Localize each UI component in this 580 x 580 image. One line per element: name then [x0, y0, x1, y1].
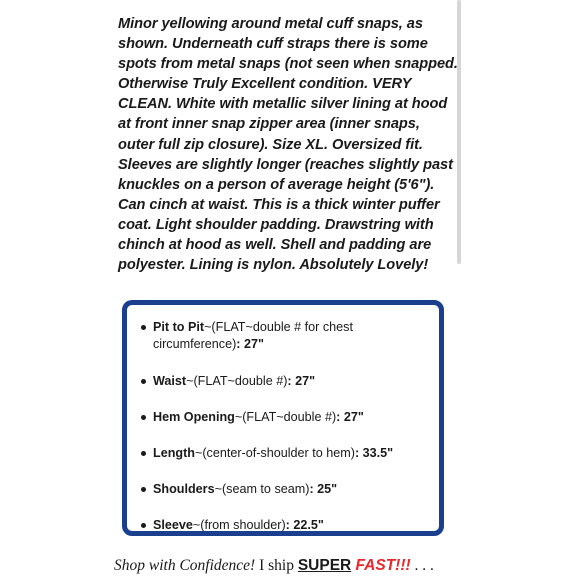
measurement-name: Hem Opening: [153, 410, 235, 424]
measurement-hem-opening: [141, 409, 431, 426]
bullet-icon: [141, 415, 146, 420]
measurement-value: : 27": [287, 374, 316, 388]
measurement-detail: ~(FLAT~double #): [234, 410, 337, 424]
bullet-icon: [141, 487, 146, 492]
bullet-icon: [141, 325, 146, 330]
measurement-sleeve: [141, 517, 431, 534]
ellipsis-text: . . .: [410, 557, 434, 574]
measurement-detail: ~(from shoulder): [192, 518, 286, 532]
super-text: SUPER: [297, 557, 352, 574]
shipping-tagline: [114, 557, 434, 575]
measurement-detail: ~(seam to seam): [214, 482, 310, 496]
ship-text: I ship: [255, 557, 298, 574]
measurement-waist: [141, 373, 431, 390]
measurement-detail: ~(center-of-shoulder to hem): [194, 446, 355, 460]
confidence-text: Shop with Confidence!: [114, 557, 256, 574]
measurement-shoulders: [141, 481, 431, 498]
measurements-list: [141, 319, 431, 553]
measurement-name: Sleeve: [153, 518, 193, 532]
measurement-name: Length: [153, 446, 195, 460]
fast-text: FAST!!!: [355, 557, 411, 574]
bullet-icon: [141, 451, 146, 456]
bullet-icon: [141, 523, 146, 528]
measurement-value: : 27": [336, 410, 364, 424]
measurement-length: [141, 445, 431, 462]
measurement-name: Pit to Pit: [153, 320, 205, 334]
measurement-detail: ~(FLAT~double # for chest circumference): [153, 320, 353, 351]
measurements-box: [122, 300, 444, 536]
measurement-value: : 33.5": [354, 446, 394, 460]
measurement-detail: ~(FLAT~double #): [186, 374, 288, 388]
item-description: Minor yellowing around metal cuff snaps, as shown. Underneath cuff straps there is some spots from metal snaps (not seen when snapped. Otherwise Truly Excellent condition. VERY CLEAN. White with metallic silver lining at hood at front inner snap zipper area (inner snaps, outer full zip closure). Size XL. Oversized fit. Sleeves are slightly longer (reaches slightly past knuckles on a person of average height (5'6"). Can cinch at waist. This is a thick winter puffer coat. Light shoulder padding. Drawstring with chinch at hood as well. Shell and padding are polyester. Lining is nylon. Absolutely Lovely!: [118, 16, 458, 274]
bullet-icon: [141, 379, 146, 384]
measurement-value: : 25": [309, 482, 338, 496]
measurement-value: : 22.5": [285, 518, 324, 532]
measurement-value: : 27": [236, 337, 264, 351]
measurement-name: Waist: [153, 374, 187, 388]
measurement-pit-to-pit: [141, 319, 431, 353]
measurement-name: Shoulders: [153, 482, 215, 496]
